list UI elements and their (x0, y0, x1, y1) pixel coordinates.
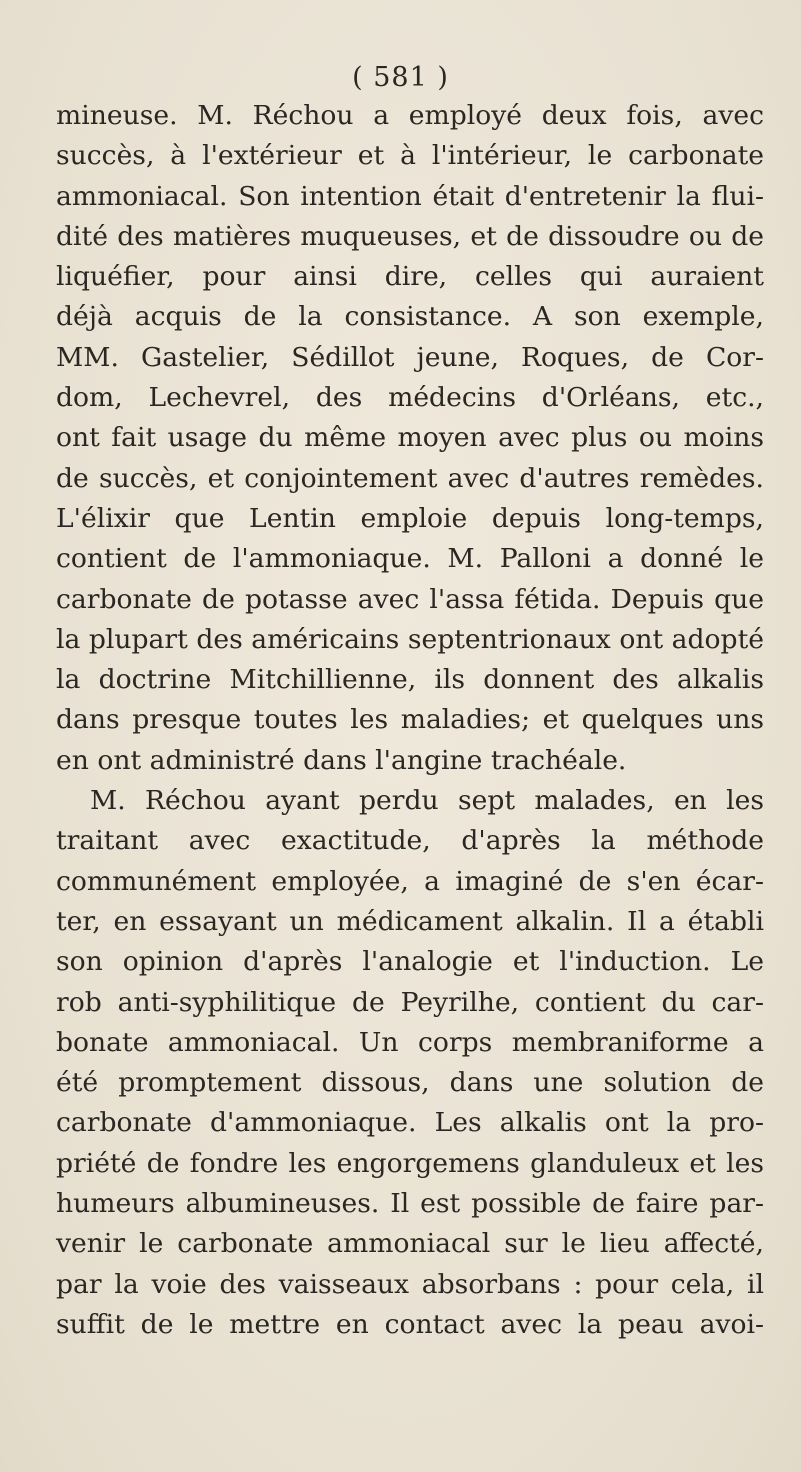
text-line: mineuse. M. Réchou a employé deux fois, avec (56, 100, 764, 131)
text-line: de succès, et conjointement avec d'autres remèdes. (56, 462, 764, 494)
text-line: contient de l'ammoniaque. M. Palloni a donné le (56, 543, 764, 575)
text-line: carbonate de potasse avec l'assa fétida. Depuis que (56, 583, 764, 615)
text-line: rob anti-syphilitique de Peyrilhe, contient du car- (56, 986, 764, 1018)
text-line: ter, en essayant un médicament alkalin. Il a établi (56, 905, 764, 937)
text-line: la doctrine Mitchillienne, ils donnent des alkalis (56, 664, 764, 696)
text-line: liquéfier, pour ainsi dire, celles qui auraient (56, 261, 764, 293)
text-line: L'élixir que Lentin emploie depuis long-temps, (56, 502, 764, 534)
text-line: bonate ammoniacal. Un corps membraniforme a (56, 1026, 764, 1058)
text-line: priété de fondre les engorgemens glanduleux et les (56, 1147, 764, 1179)
text-line: ammoniacal. Son intention était d'entretenir la flui- (56, 180, 764, 212)
text-line: M. Réchou ayant perdu sept malades, en les (90, 785, 764, 817)
text-line: humeurs albumineuses. Il est possible de faire par- (56, 1188, 764, 1220)
text-line: été promptement dissous, dans une solution de (56, 1067, 764, 1099)
body-text (56, 96, 764, 1345)
text-line: son opinion d'après l'analogie et l'induction. Le (56, 946, 764, 978)
text-line: carbonate d'ammoniaque. Les alkalis ont la pro- (56, 1107, 764, 1139)
text-line: ont fait usage du même moyen avec plus ou moins (56, 422, 764, 454)
text-line: en ont administré dans l'angine trachéale. (56, 744, 627, 776)
text-line: venir le carbonate ammoniacal sur le lieu affecté, (56, 1228, 764, 1260)
text-line: dans presque toutes les maladies; et quelques uns (56, 704, 764, 736)
text-line: traitant avec exactitude, d'après la méthode (56, 825, 764, 857)
text-line: suffit de le mettre en contact avec la peau avoi- (56, 1308, 764, 1340)
text-line: dom, Lechevrel, des médecins d'Orléans, etc., (56, 382, 764, 414)
text-line: par la voie des vaisseaux absorbans : pour cela, il (56, 1268, 764, 1300)
text-line: succès, à l'extérieur et à l'intérieur, le carbonate (56, 140, 764, 172)
text-line: dité des matières muqueuses, et de dissoudre ou de (56, 220, 764, 252)
text-line: la plupart des américains septentrionaux ont adopté (56, 623, 764, 655)
text-line: déjà acquis de la consistance. A son exemple, (56, 301, 764, 333)
text-line: communément employée, a imaginé de s'en écar- (56, 865, 764, 897)
text-line: MM. Gastelier, Sédillot jeune, Roques, de Cor- (56, 341, 764, 373)
page-number: ( 581 ) (352, 62, 449, 93)
